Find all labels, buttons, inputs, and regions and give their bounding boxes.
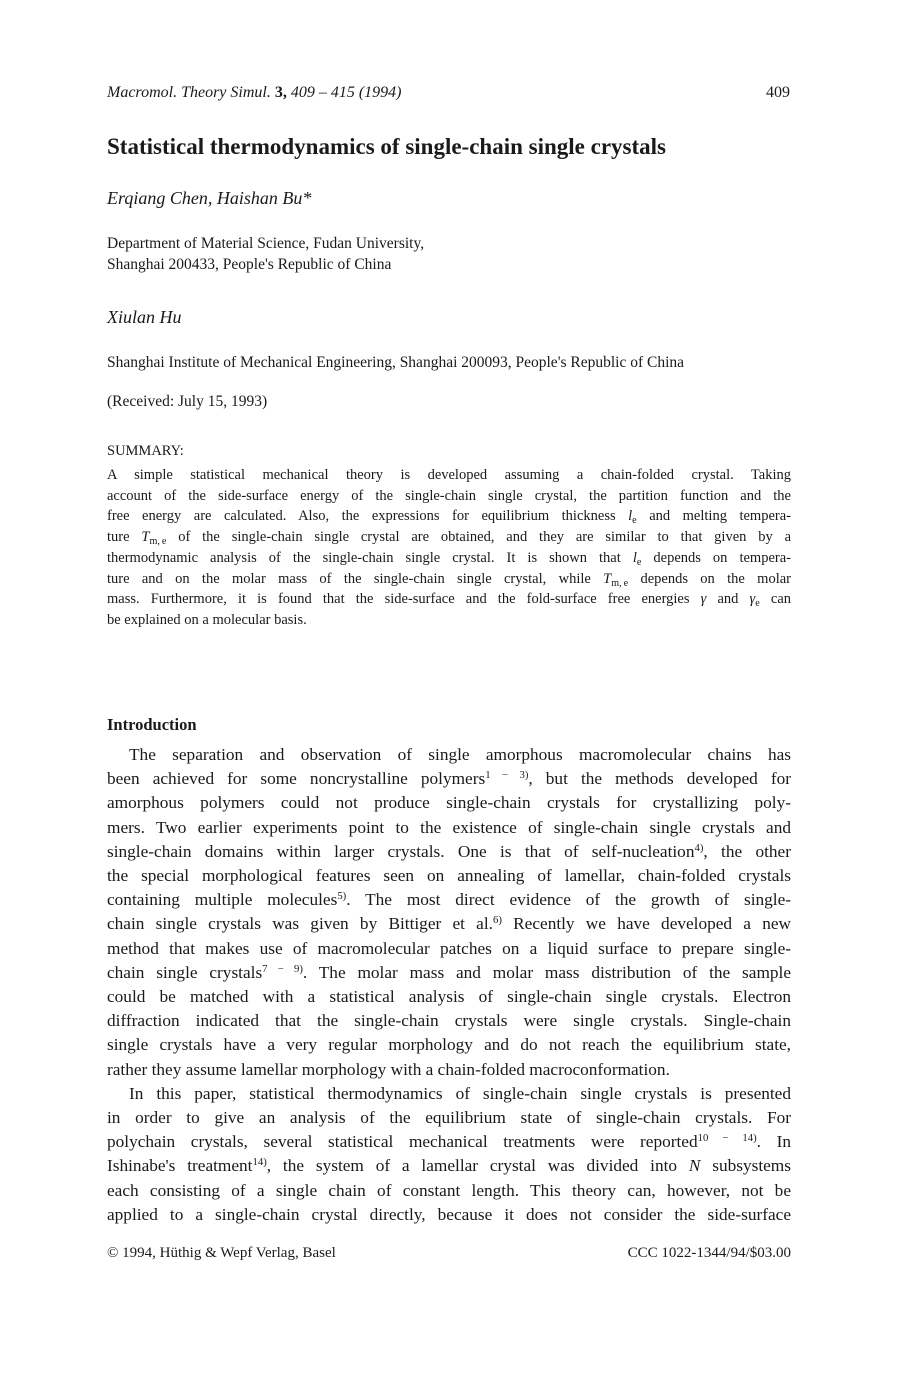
affiliation-2: Shanghai Institute of Mechanical Engineering, Shanghai 200093, People's Republic of China — [107, 354, 685, 371]
received-date: (Received: July 15, 1993) — [107, 393, 268, 410]
affiliation-1 — [107, 233, 424, 275]
volume: 3, — [274, 84, 287, 101]
paragraph-line: could be matched with a statistical analysis of single-chain single crystals. Electron — [107, 987, 791, 1007]
abstract-line: be explained on a molecular basis. — [107, 611, 307, 628]
summary-heading: SUMMARY: — [107, 443, 184, 459]
paragraph-line: In this paper, statistical thermodynamics of single-chain single crystals is presented — [129, 1083, 791, 1103]
paragraph-line: chain single crystals was given by Bittiger et al.$^{6)}$ Recently we have developed a new — [107, 914, 791, 934]
paragraph-line: mers. Two earlier experiments point to the existence of single-chain single crystals and — [107, 817, 791, 837]
paragraph-line: amorphous polymers could not produce single-chain crystals for crystallizing poly- — [107, 793, 791, 813]
paragraph-line: chain single crystals$^{7 - 9)}$. The molar mass and molar mass distribution of the sample — [107, 962, 791, 982]
paragraph-line: method that makes use of macromolecular patches on a liquid surface to prepare single- — [107, 938, 791, 958]
abstract — [107, 465, 791, 631]
affiliation-1-line-1: Department of Material Science, Fudan University, — [107, 235, 425, 252]
affiliation-1-line-2: Shanghai 200433, People's Republic of China — [107, 256, 392, 273]
authors-group-2: Xiulan Hu — [107, 307, 182, 327]
introduction-heading: Introduction — [107, 715, 197, 734]
paragraph-line: rather they assume lamellar morphology with a chain-folded macroconformation. — [107, 1059, 670, 1079]
paragraph-line: each consisting of a single chain of constant length. This theory can, however, not be — [107, 1180, 791, 1200]
abstract-line: ture and on the molar mass of the single-chain single crystal, while $T_{m, e}$ depends on the molar — [107, 570, 791, 589]
authors-group-1: Erqiang Chen, Haishan Bu* — [107, 188, 312, 208]
paragraph-line: polychain crystals, several statistical mechanical treatments were reported$^{10 - 14)}$. In — [107, 1132, 791, 1152]
ccc-code: CCC 1022-1344/94/$03.00 — [627, 1245, 791, 1261]
running-head — [107, 84, 402, 102]
paragraph-line: single crystals have a very regular morphology and do not reach the equilibrium state, — [107, 1035, 791, 1055]
introduction-body — [107, 743, 791, 1227]
page-number: 409 — [766, 84, 790, 101]
paragraph-line: Ishinabe's treatment$^{14)}$, the system of a lamellar crystal was divided into N subsystems — [107, 1156, 791, 1176]
paragraph-line: been achieved for some noncrystalline polymers$^{1 - 3)}$, but the methods developed for — [107, 769, 791, 789]
paragraph-line: diffraction indicated that the single-chain crystals were single crystals. Single-chain — [107, 1011, 791, 1031]
abstract-line: free energy are calculated. Also, the expressions for equilibrium thickness $l_e$ and melting tempera- — [107, 508, 791, 527]
abstract-line: ture $T_{m, e}$ of the single-chain single crystal are obtained, and they are similar to that given by a — [107, 529, 791, 548]
paragraph-line: single-chain domains within larger crystals. One is that of self-nucleation$^{4)}$, the other — [107, 841, 791, 861]
abstract-line: thermodynamic analysis of the single-chain single crystal. It is shown that $l_e$ depends on tempera- — [107, 549, 791, 568]
paragraph-line: containing multiple molecules$^{5)}$. The most direct evidence of the growth of single- — [107, 890, 791, 910]
copyright-notice: © 1994, Hüthig & Wepf Verlag, Basel — [107, 1245, 336, 1261]
pages-year: 409 – 415 (1994) — [290, 84, 402, 101]
paragraph-line: applied to a single-chain crystal directly, because it does not consider the side-surface — [107, 1204, 791, 1224]
paragraph-line: The separation and observation of single amorphous macromolecular chains has — [129, 745, 791, 764]
paragraph-line: the special morphological features seen on annealing of lamellar, chain-folded crystals — [107, 866, 791, 886]
abstract-line: mass. Furthermore, it is found that the side-surface and the fold-surface free energies γ and $\gamma_e$ can — [107, 591, 792, 610]
paper-title: Statistical thermodynamics of single-chain single crystals — [107, 134, 666, 159]
paragraph-line: in order to give an analysis of the equilibrium state of single-chain crystals. For — [107, 1108, 791, 1128]
journal-name: Macromol. Theory Simul. — [107, 84, 271, 101]
abstract-line: account of the side-surface energy of the single-chain single crystal, the partition function and the — [107, 487, 791, 504]
abstract-line: A simple statistical mechanical theory is developed assuming a chain-folded crystal. Taking — [107, 467, 791, 483]
